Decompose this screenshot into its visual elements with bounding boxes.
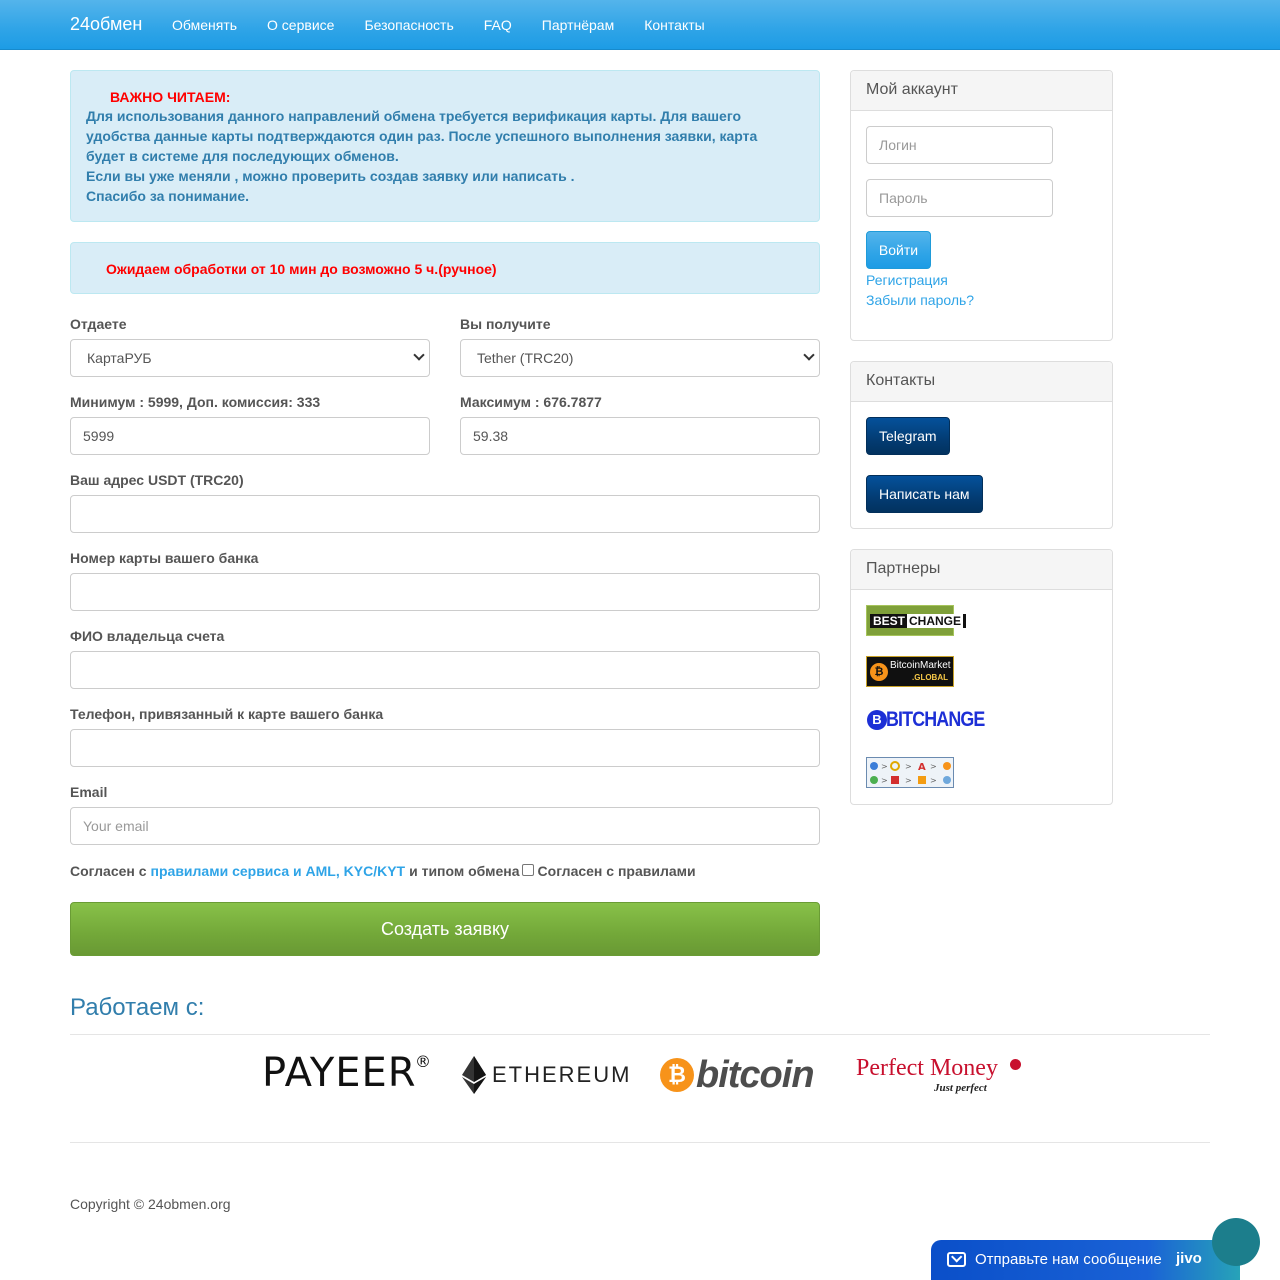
give-currency-value: КартаРУБ [87,350,152,366]
bitcoin-icon: ₿ [660,1058,694,1092]
email-label: Email [70,784,108,800]
telegram-button[interactable]: Telegram [866,417,950,455]
login-placeholder: Логин [879,137,917,153]
contacts-panel-title: Контакты [851,362,1112,402]
login-input[interactable] [866,126,1053,164]
get-currency-value: Tether (TRC20) [477,350,574,366]
give-amount-value: 5999 [83,428,115,444]
perfect-money-logo [856,1055,1026,1095]
get-currency-select[interactable] [460,339,820,377]
agree-prefix: Согласен с [70,863,147,879]
partner-bitchange[interactable] [866,706,985,737]
forgot-password-link[interactable]: Забыли пароль? [866,292,975,308]
write-us-button[interactable]: Написать нам [866,475,983,513]
notice-line: удобства данные карты подтверждаются один раз. После успешного выполнения заявки, карта [86,128,758,144]
ethereum-logo-text: ETHEREUM [492,1062,632,1087]
perfect-money-logo-text: Perfect Money [856,1055,998,1081]
bestchange-text-a: BEST [873,614,906,628]
payeer-logo [262,1050,432,1100]
partner-bestchange[interactable] [866,605,962,636]
card-number-label: Номер карты вашего банка [70,550,259,566]
contacts-panel [850,361,1113,529]
svg-text:>: > [905,776,912,785]
nav-about[interactable]: О сервисе [267,17,335,33]
register-link[interactable]: Регистрация [866,272,948,288]
notice-line: Если вы уже меняли , можно проверить создав заявку или написать . [86,168,575,184]
bitcoin-logo-text: bitcoin [696,1053,814,1096]
give-label: Отдаете [70,316,127,332]
svg-text:>: > [905,762,912,771]
ethereum-icon [462,1056,486,1094]
bitchange-icon: B [867,710,887,730]
verification-notice [70,70,820,222]
create-order-button[interactable]: Создать заявку [70,902,820,956]
registered-mark: ® [415,1052,432,1071]
card-number-input[interactable] [70,573,820,611]
chat-widget[interactable] [931,1240,1240,1280]
fio-label: ФИО владельца счета [70,628,225,644]
notice-line: будет в системе для последующих обменов. [86,148,399,164]
account-panel [850,70,1113,341]
ethereum-logo [462,1056,632,1094]
usdt-address-input[interactable] [70,495,820,533]
partners-panel-title: Партнеры [851,550,1112,590]
get-amount-input[interactable] [460,417,820,455]
payment-logos [262,1050,1026,1100]
partners-panel [850,549,1113,805]
min-amount-label: Минимум : 5999, Доп. комиссия: 333 [70,394,321,410]
password-placeholder: Пароль [879,190,928,206]
partner-bitcoinmarket[interactable] [866,656,954,687]
perfect-money-tagline: Just perfect [934,1082,987,1094]
processing-time-notice: Ожидаем обработки от 10 мин до возможно 5 ч.(ручное) [70,242,820,294]
partner-exchange-rates[interactable] [866,757,954,788]
nav-partners[interactable]: Партнёрам [541,17,615,33]
give-currency-select[interactable] [70,339,430,377]
get-amount-value: 59.38 [473,428,509,444]
agreement-row [70,863,696,879]
notice-title: ВАЖНО ЧИТАЕМ: [110,89,231,105]
bestchange-text-b: CHANGE [909,614,962,628]
svg-text:>: > [930,776,937,785]
bitcoinmarket-text-a: BitcoinMarket [890,660,951,671]
nav-faq[interactable]: FAQ [483,17,512,33]
nav-security[interactable]: Безопасность [364,17,454,33]
nav-contacts[interactable]: Контакты [644,17,705,33]
bitchange-text: BITCHANGE [886,708,985,731]
email-placeholder: Your email [83,818,149,834]
password-input[interactable] [866,179,1053,217]
phone-input[interactable] [70,729,820,767]
phone-label: Телефон, привязанный к карте вашего банка [70,706,384,722]
chat-widget-text: Отправьте нам сообщение [975,1251,1162,1268]
agree-checkbox[interactable] [522,864,534,876]
rules-link[interactable]: правилами сервиса и AML, KYC/KYT [150,863,406,879]
svg-text:>: > [881,762,888,771]
brand-logo[interactable]: 24обмен [70,14,143,34]
notice-line: Спасибо за понимание. [86,188,250,204]
payeer-logo-text: PAYEER [262,1050,417,1096]
svg-text:A: A [918,762,926,773]
top-navbar [0,0,1280,50]
copyright: Copyright © 24obmen.org [70,1196,231,1212]
fio-input[interactable] [70,651,820,689]
notice-line: Для использования данного направлений обмена требуется верификация карты. Для вашего [86,108,742,124]
works-with-heading: Работаем с: [70,994,205,1021]
email-input[interactable] [70,807,820,845]
divider [70,1034,1210,1035]
bitcoinmarket-text-b: .GLOBAL [912,673,948,682]
chat-corner-decoration [1212,1218,1260,1266]
svg-text:>: > [881,776,888,785]
envelope-icon [947,1252,966,1267]
agree-checkbox-label[interactable]: Согласен с правилами [537,863,696,879]
agree-middle: и типом обмена [409,863,520,879]
svg-text:>: > [930,762,937,771]
pm-badge-icon [1010,1059,1021,1070]
chevron-down-icon [413,349,424,360]
exchange-icons-icon [867,758,955,789]
address-label: Ваш адрес USDT (TRC20) [70,472,244,488]
bitcoin-icon: ₿ [870,663,888,681]
max-amount-label: Максимум : 676.7877 [460,394,602,410]
account-panel-title: Мой аккаунт [851,71,1112,111]
login-button[interactable]: Войти [866,231,931,269]
chevron-down-icon [803,349,814,360]
main-nav [157,0,720,50]
divider [70,1142,1210,1143]
jivo-brand: jivo [1176,1250,1202,1267]
give-amount-input[interactable] [70,417,430,455]
nav-exchange[interactable]: Обменять [172,17,238,33]
get-label: Вы получите [460,316,551,332]
bitcoin-logo [660,1054,830,1097]
